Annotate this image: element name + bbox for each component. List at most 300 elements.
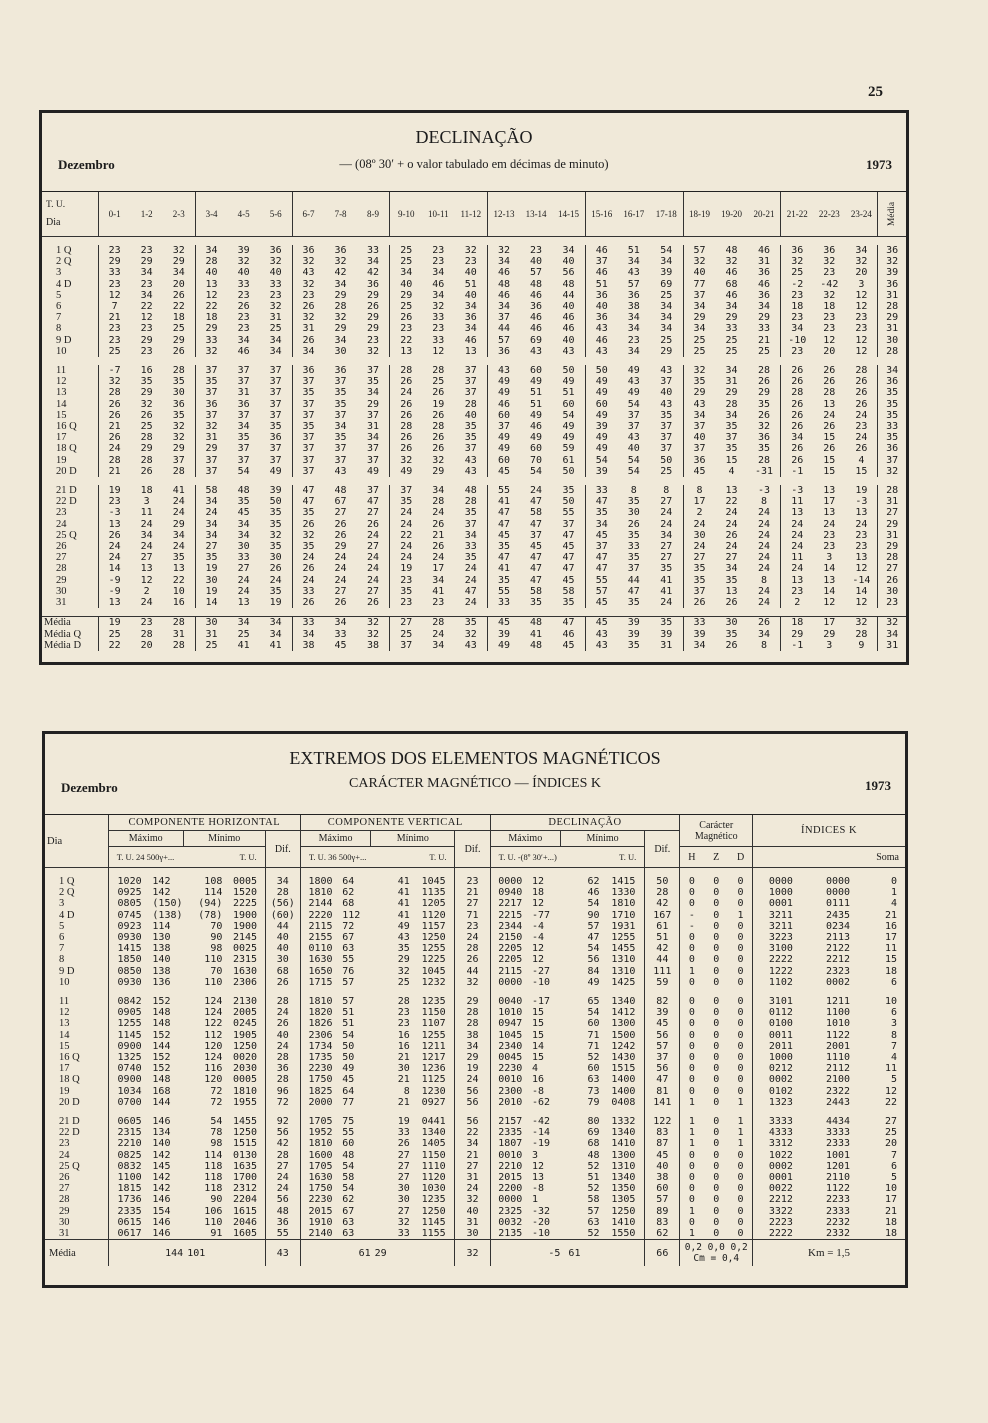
h-cell-1: 146 — [152, 1116, 171, 1128]
v-dif-mean: 32 — [455, 1240, 490, 1267]
value-cell: 57 — [488, 335, 520, 346]
spacer-cell — [42, 608, 906, 617]
k-index-cell: 4 — [890, 1052, 897, 1064]
h-char-header: H — [680, 847, 703, 868]
value-cell: 35 — [172, 376, 185, 388]
value-cell: 49 — [488, 376, 520, 387]
value-cell: 27 — [334, 585, 347, 597]
character-cell: 0 — [737, 887, 744, 899]
h-cell-1: 130 — [152, 932, 171, 944]
value-cell: 26 — [237, 301, 250, 313]
character-cell: 0 — [713, 1216, 720, 1228]
value-cell: 37 — [367, 454, 380, 466]
spacer-cell — [729, 868, 752, 877]
spacer-cell — [413, 1108, 455, 1116]
daily-mean-cell: 35 — [878, 432, 906, 443]
spacer-cell — [225, 988, 265, 996]
d-cell-4: 141 — [645, 1097, 680, 1108]
value-cell: 46 — [488, 290, 520, 301]
h-cell-2: 118 — [204, 1160, 223, 1172]
summary-value-cell: 33 — [292, 617, 324, 629]
value-cell: 28 — [464, 496, 477, 508]
value-cell: 24 — [237, 585, 250, 597]
spacer-cell — [265, 868, 300, 877]
value-cell: 24 — [725, 541, 738, 553]
d-cell-4: 83 — [645, 1127, 680, 1138]
value-cell: -3 — [781, 485, 813, 496]
value-cell: 25 — [660, 465, 673, 477]
value-cell: 26 — [172, 345, 185, 357]
value-cell: 48 — [562, 278, 575, 290]
day-cell: 4 D — [59, 909, 75, 921]
summary-value-cell: 48 — [530, 639, 543, 651]
value-cell: 46 — [530, 289, 543, 301]
k-index-cell: 0000 — [753, 876, 809, 887]
d-cell-1: 14 — [531, 1040, 545, 1052]
value-cell: 21 — [758, 334, 771, 346]
day-cell: 3 — [59, 898, 65, 910]
value-cell: 58 — [562, 585, 575, 597]
value-cell: 12 — [855, 301, 868, 313]
h-cell-4: 24 — [265, 1007, 300, 1018]
value-cell: 30 — [195, 575, 227, 586]
value-cell: 37 — [660, 376, 673, 388]
value-cell: 24 — [98, 552, 130, 563]
d-cell-3: 1340 — [611, 1127, 636, 1139]
value-cell: 23 — [855, 421, 868, 433]
value-cell: 26 — [390, 443, 422, 454]
value-cell: 26 — [823, 421, 836, 433]
v-cell-4: 28 — [455, 1018, 490, 1029]
spacer-cell — [753, 988, 809, 996]
spacer-cell — [603, 1108, 645, 1116]
d-cell-2: 60 — [587, 1063, 600, 1075]
spacer-cell — [809, 868, 868, 877]
day-cell: 21 D — [59, 1116, 80, 1128]
value-cell: 46 — [432, 278, 445, 290]
value-cell: 30 — [334, 345, 347, 357]
declinacao-row — [42, 466, 906, 477]
declinacao-row — [42, 245, 906, 256]
character-cell: 0 — [713, 1052, 720, 1064]
spacer-cell — [413, 868, 455, 877]
spacer-cell — [265, 1108, 300, 1116]
h-cell-0: 1255 — [108, 1018, 150, 1029]
value-cell: 31 — [269, 312, 282, 324]
value-cell: 24 — [140, 518, 153, 530]
value-cell: 24 — [758, 541, 771, 553]
h-cell-0: 0605 — [108, 1116, 150, 1127]
value-cell: 46 — [488, 267, 520, 278]
v-cell-4: 31 — [455, 1172, 490, 1183]
value-cell: 37 — [292, 432, 324, 443]
value-cell: 26 — [781, 365, 813, 376]
d-cell-2: 63 — [587, 1074, 600, 1086]
value-cell: 8 — [630, 485, 637, 497]
z-char-header: Z — [703, 847, 729, 868]
k-index-cell: 1201 — [826, 1160, 851, 1172]
spacer-cell — [809, 1108, 868, 1116]
value-cell: 20 — [172, 278, 185, 290]
value-cell: 24 — [530, 485, 543, 497]
character-cell: 0 — [713, 1116, 720, 1128]
comp-h-header: COMPONENTE HORIZONTAL — [108, 815, 300, 831]
k-index-cell: 0011 — [753, 1030, 809, 1041]
k-index-cell: 0 — [890, 876, 897, 887]
value-cell: -1 — [781, 466, 813, 477]
value-cell: 25 — [432, 376, 445, 388]
character-cell: 0 — [680, 1030, 703, 1041]
extremos-table — [45, 815, 905, 1266]
value-cell: 36 — [292, 245, 324, 256]
d-cell-0: 2230 — [490, 1063, 530, 1074]
hour-header: 7-8 — [324, 192, 356, 237]
h-cell-3: 2145 — [232, 932, 258, 944]
v-cell-4: 34 — [455, 1138, 490, 1149]
value-cell: 13 — [140, 563, 153, 575]
declinacao-row — [42, 421, 906, 432]
d-cell-3: 1810 — [611, 898, 636, 910]
value-cell: 43 — [488, 365, 520, 376]
value-cell: 35 — [464, 552, 477, 564]
h-cell-4: 92 — [265, 1116, 300, 1127]
value-cell: 33 — [98, 267, 130, 278]
value-cell: 40 — [562, 334, 575, 346]
d-max-sub: T. U. -(8º 30′+...) — [490, 847, 560, 868]
v-cell-3: 1230 — [421, 1085, 446, 1097]
d-cell-4: 122 — [645, 1116, 680, 1127]
value-cell: 37 — [269, 409, 282, 421]
h-cell-3: 2204 — [232, 1194, 258, 1206]
h-cell-1: (138) — [152, 909, 183, 921]
v-cell-1: 45 — [342, 1074, 355, 1086]
d-cell-0: 2150 — [490, 932, 530, 943]
h-cell-3: 1905 — [232, 1029, 258, 1041]
spacer-cell — [645, 988, 680, 996]
d-cell-0: 2210 — [490, 1161, 530, 1172]
value-cell: 26 — [432, 518, 445, 530]
extremos-row — [45, 1161, 905, 1172]
value-cell: 34 — [562, 245, 575, 256]
k-index-cell: 2222 — [753, 1228, 809, 1240]
value-cell: 36 — [781, 245, 813, 256]
value-cell: 23 — [781, 312, 813, 323]
k-index-cell: 2212 — [826, 954, 851, 966]
d-cell-1: 15 — [531, 1052, 545, 1064]
character-cell: 0 — [680, 1074, 703, 1085]
character-cell: 0 — [680, 1063, 703, 1074]
character-cell: 0 — [713, 932, 720, 944]
h-cell-4: 28 — [265, 1052, 300, 1063]
value-cell: 8 — [683, 485, 715, 496]
v-cell-3: 1405 — [421, 1138, 446, 1150]
day-cell: 22 D — [59, 1127, 80, 1139]
value-cell: 37 — [292, 399, 324, 410]
value-cell: 37 — [269, 454, 282, 466]
value-cell: 3 — [143, 496, 150, 508]
value-cell: 61 — [562, 454, 575, 466]
v-cell-3: 1150 — [421, 1149, 446, 1161]
k-index-cell: 21 — [884, 909, 897, 921]
value-cell: 48 — [488, 279, 520, 290]
value-cell: 35 — [530, 597, 543, 609]
declinacao-hour-header-row — [42, 192, 906, 237]
value-cell: 16 — [140, 365, 153, 377]
value-cell: 23 — [781, 290, 813, 301]
value-cell: 34 — [237, 334, 250, 346]
spacer-row — [42, 357, 906, 365]
summary-value-cell: -1 — [781, 640, 813, 651]
value-cell: 34 — [488, 256, 520, 267]
value-cell: 34 — [140, 289, 153, 301]
h-cell-4: 28 — [265, 1074, 300, 1085]
d-cell-0: 2200 — [490, 1183, 530, 1194]
d-cell-0: 2215 — [490, 910, 530, 921]
d-cell-0: 2325 — [490, 1206, 530, 1217]
d-cell-3: 1455 — [611, 943, 636, 955]
spacer-cell — [867, 868, 905, 877]
character-cell: 0 — [680, 898, 703, 909]
h-cell-1: 138 — [152, 943, 171, 955]
value-cell: 3 — [858, 278, 865, 290]
value-cell: 23 — [367, 334, 380, 346]
character-cell: 0 — [737, 1216, 744, 1228]
k-index-cell: 2100 — [826, 1074, 851, 1086]
value-cell: 12 — [140, 574, 153, 586]
value-cell: 34 — [627, 312, 640, 324]
value-cell: 26 — [823, 376, 836, 388]
h-cell-3: 1250 — [232, 1040, 258, 1052]
d-cell-1: 15 — [531, 1018, 545, 1030]
h-cell-2: 90 — [210, 1194, 223, 1206]
value-cell: 23 — [140, 345, 153, 357]
d-cell-4: 44 — [645, 954, 680, 965]
v-cell-1: 50 — [342, 1040, 355, 1052]
value-cell: 15 — [823, 432, 836, 444]
value-cell: 47 — [488, 507, 520, 518]
value-cell: 57 — [627, 278, 640, 290]
value-cell: 24 — [823, 518, 836, 530]
value-cell: 28 — [432, 496, 445, 508]
hour-header: 18-19 — [683, 192, 715, 237]
value-cell: 49 — [562, 421, 575, 433]
value-cell: 54 — [237, 465, 250, 477]
k-index-cell: 1211 — [826, 996, 851, 1008]
k-index-cell: 10 — [884, 996, 897, 1008]
v-cell-3: 1107 — [421, 1018, 446, 1030]
daily-mean-cell: 31 — [878, 290, 906, 301]
value-cell: 32 — [292, 312, 324, 323]
spacer-cell — [729, 1108, 752, 1116]
d-min-mean: 61 — [560, 1240, 644, 1267]
d-cell-1: -32 — [531, 1205, 551, 1217]
daily-mean-cell: 30 — [878, 335, 906, 346]
hour-header: 6-7 — [292, 192, 324, 237]
character-cell: 1 — [680, 1206, 703, 1217]
h-cell-0: 0825 — [108, 1150, 150, 1161]
value-cell: 23 — [98, 245, 130, 256]
value-cell: 37 — [464, 387, 477, 399]
character-cell: 0 — [737, 920, 744, 932]
k-index-cell: 1122 — [826, 1183, 851, 1195]
value-cell: 13 — [98, 597, 130, 608]
declinacao-row — [42, 410, 906, 421]
value-cell: 45 — [562, 541, 575, 553]
h-cell-2: 114 — [204, 1149, 223, 1161]
value-cell: 34 — [464, 529, 477, 541]
h-cell-1: 148 — [152, 1018, 171, 1030]
character-cell: 0 — [713, 1138, 720, 1150]
spacer-cell — [530, 988, 560, 996]
summary-value-cell: 39 — [618, 617, 650, 629]
value-cell: 49 — [367, 465, 380, 477]
d-cell-3: 1710 — [611, 909, 636, 921]
value-cell: 47 — [585, 552, 617, 563]
summary-value-cell: 35 — [454, 617, 487, 629]
declinacao-row — [42, 530, 906, 541]
character-cell: 1 — [737, 1127, 744, 1139]
extremos-title: EXTREMOS DOS ELEMENTOS MAGNÉTICOS — [289, 748, 661, 768]
value-cell: 37 — [269, 376, 282, 388]
declinacao-row — [42, 399, 906, 410]
value-cell: 29 — [140, 334, 153, 346]
day-cell: 13 — [59, 1018, 70, 1030]
h-cell-0: 0930 — [108, 932, 150, 943]
daily-mean-cell: 36 — [878, 376, 906, 387]
d-cell-1: -42 — [531, 1116, 551, 1128]
k-index-cell: 0001 — [753, 1172, 809, 1183]
value-cell: 58 — [530, 507, 543, 519]
value-cell: 46 — [725, 289, 738, 301]
value-cell: 48 — [530, 278, 543, 290]
extremos-row — [45, 898, 905, 909]
value-cell: 8 — [663, 485, 670, 497]
v-cell-2: 26 — [397, 1138, 410, 1150]
value-cell: 48 — [334, 485, 347, 497]
cm-line1: 0,2 0,0 0,2 — [684, 1242, 748, 1254]
d-cell-1: 12 — [531, 1160, 545, 1172]
d-cell-1: -77 — [531, 909, 551, 921]
spacer-cell — [45, 868, 108, 877]
h-cell-1: 140 — [152, 954, 171, 966]
spacer-cell — [340, 988, 370, 996]
value-cell: 22 — [172, 301, 185, 313]
value-cell: 28 — [758, 454, 771, 466]
value-cell: 57 — [530, 267, 543, 279]
character-cell: 1 — [737, 1116, 744, 1128]
summary-value-cell: 37 — [390, 640, 422, 651]
value-cell: 14 — [855, 585, 868, 597]
character-cell: 0 — [737, 1085, 744, 1097]
d-cell-3: 1931 — [611, 920, 636, 932]
value-cell: 40 — [683, 267, 715, 278]
summary-value-cell: 41 — [237, 639, 250, 651]
d-cell-0: 1045 — [490, 1030, 530, 1041]
value-cell: 12 — [823, 597, 836, 609]
value-cell: 25 — [758, 345, 771, 357]
value-cell: 21 — [432, 529, 445, 541]
value-cell: 47 — [562, 529, 575, 541]
extremos-row — [45, 1030, 905, 1041]
value-cell: 35 — [758, 443, 771, 455]
h-cell-3: 1700 — [232, 1172, 258, 1184]
daily-mean-cell: 31 — [878, 530, 906, 541]
value-cell: 54 — [585, 455, 617, 466]
value-cell: 56 — [562, 267, 575, 279]
h-cell-3: 0005 — [232, 1074, 258, 1086]
extremos-row — [45, 1228, 905, 1240]
v-cell-2: 32 — [397, 1216, 410, 1228]
v-cell-3: 1217 — [421, 1052, 446, 1064]
value-cell: 17 — [683, 496, 715, 507]
value-cell: 28 — [725, 398, 738, 410]
d-cell-3: 1415 — [611, 876, 636, 887]
value-cell: 36 — [488, 346, 520, 357]
value-cell: 26 — [390, 410, 422, 421]
h-cell-4: 96 — [265, 1086, 300, 1097]
value-cell: 35 — [725, 421, 738, 433]
value-cell: 24 — [683, 541, 715, 552]
value-cell: 26 — [98, 399, 130, 410]
value-cell: 21 — [98, 466, 130, 477]
k-index-cell: 6 — [890, 976, 897, 988]
value-cell: 34 — [464, 323, 477, 335]
value-cell: 34 — [683, 410, 715, 421]
value-cell: 35 — [367, 376, 380, 388]
extremos-row — [45, 1183, 905, 1194]
value-cell: 13 — [237, 597, 250, 609]
value-cell: 33 — [585, 485, 617, 496]
h-cell-0: 1034 — [108, 1086, 150, 1097]
v-cell-1: 67 — [342, 1205, 355, 1217]
value-cell: 31 — [367, 421, 380, 433]
tu-label: T. U. — [46, 200, 66, 210]
value-cell: 35 — [269, 421, 282, 433]
d-cell-4: 82 — [645, 996, 680, 1007]
value-cell: 45 — [488, 466, 520, 477]
h-cell-3: 2030 — [232, 1063, 258, 1075]
value-cell: 36 — [237, 398, 250, 410]
spacer-cell — [340, 868, 370, 877]
day-cell: 6 — [56, 301, 62, 313]
value-cell: 31 — [292, 323, 324, 334]
day-cell: 8 — [56, 323, 62, 335]
h-cell-3: 1810 — [232, 1085, 258, 1097]
tu-dia-header — [42, 192, 98, 237]
value-cell: 32 — [683, 256, 715, 267]
character-cell: 0 — [713, 1007, 720, 1019]
value-cell: 35 — [172, 552, 185, 564]
value-cell: 49 — [562, 376, 575, 388]
day-cell: 31 — [59, 1228, 70, 1240]
summary-value-cell: 34 — [269, 628, 282, 640]
value-cell: 34 — [488, 301, 520, 312]
character-cell: 0 — [713, 1040, 720, 1052]
h-cell-0: 1145 — [108, 1030, 150, 1041]
day-cell: 10 — [59, 976, 70, 988]
v-cell-0: 1650 — [300, 966, 340, 977]
value-cell: 23 — [823, 529, 836, 541]
h-cell-1: 142 — [152, 1183, 171, 1195]
d-cell-4: 87 — [645, 1138, 680, 1149]
value-cell: 24 — [367, 574, 380, 586]
character-cell: 0 — [713, 887, 720, 899]
h-cell-4: 26 — [265, 1018, 300, 1029]
value-cell: 49 — [488, 443, 520, 454]
value-cell: 18 — [781, 301, 813, 312]
day-cell: 20 D — [59, 1096, 80, 1108]
value-cell: -31 — [755, 465, 774, 477]
